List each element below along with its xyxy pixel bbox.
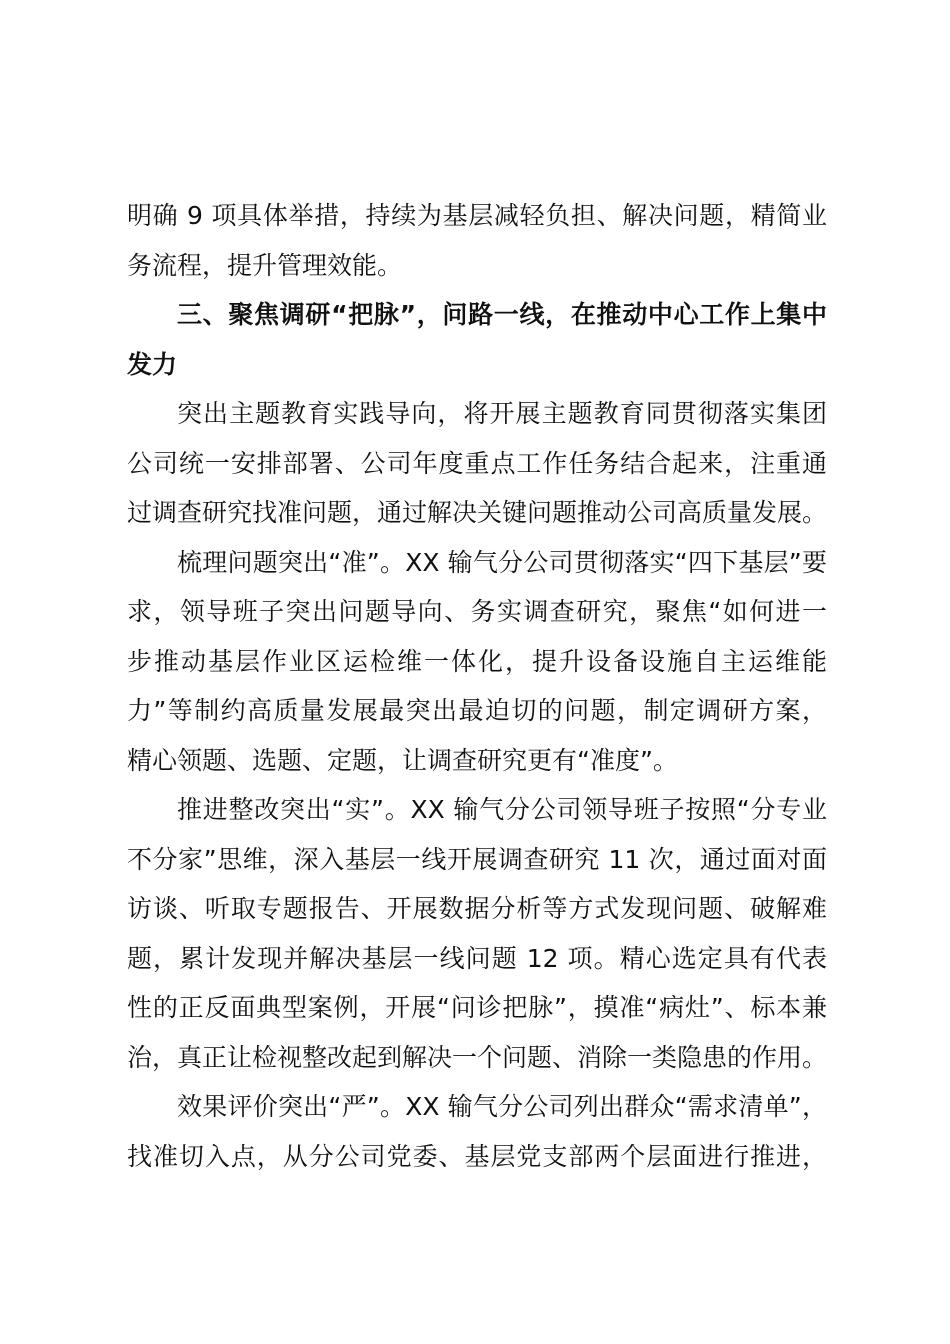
text-line: 推进整改突出“实”。XX 输气分公司领导班子按照“分专业 [177,795,827,824]
text-line: 求，领导班子突出问题导向、务实调查研究，聚焦“如何进一 [127,597,827,626]
document-body [127,191,827,1181]
text-line: 精心领题、选题、定题，让调查研究更有“准度”。 [127,745,678,775]
text-line: 不分家”思维，深入基层一线开展调查研究 11 次，通过面对面 [127,844,827,874]
text-line: 明确 9 项具体举措，持续为基层减轻负担、解决问题，精简业 [127,201,827,230]
section-heading [127,290,827,389]
text-line: 力”等制约高质量发展最突出最迫切的问题，制定调研方案， [127,696,827,725]
text-line: 性的正反面典型案例，开展“问诊把脉”，摸准“病灶”、标本兼 [127,993,827,1022]
heading-line: 发力 [127,349,178,379]
paragraph-accuracy [127,538,827,786]
paragraph-intro [127,389,827,538]
text-line: 梳理问题突出“准”。XX 输气分公司贯彻落实“四下基层”要 [177,547,827,577]
text-line: 效果评价突出“严”。XX 输气分公司列出群众“需求清单”， [177,1092,827,1121]
text-line: 过调查研究找准问题，通过解决关键问题推动公司高质量发展。 [127,498,828,527]
text-line: 治，真正让检视整改起到解决一个问题、消除一类隐患的作用。 [127,1042,828,1072]
text-line: 找准切入点，从分公司党委、基层党支部两个层面进行推进， [127,1141,827,1171]
heading-line: 三、聚焦调研“把脉”，问路一线，在推动中心工作上集中 [177,300,827,329]
paragraph-measures [127,191,827,290]
paragraph-evaluation [127,1082,827,1181]
paragraph-rectification [127,785,827,1082]
text-line: 步推动基层作业区运检维一体化，提升设备设施自主运维能 [127,646,827,676]
text-line: 题，累计发现并解决基层一线问题 12 项。精心选定具有代表 [127,943,827,973]
text-line: 务流程，提升管理效能。 [127,250,403,280]
text-line: 突出主题教育实践导向，将开展主题教育同贯彻落实集团 [177,399,827,428]
text-line: 公司统一安排部署、公司年度重点工作任务结合起来，注重通 [127,448,827,478]
text-line: 访谈、听取专题报告、开展数据分析等方式发现问题、破解难 [127,894,827,923]
